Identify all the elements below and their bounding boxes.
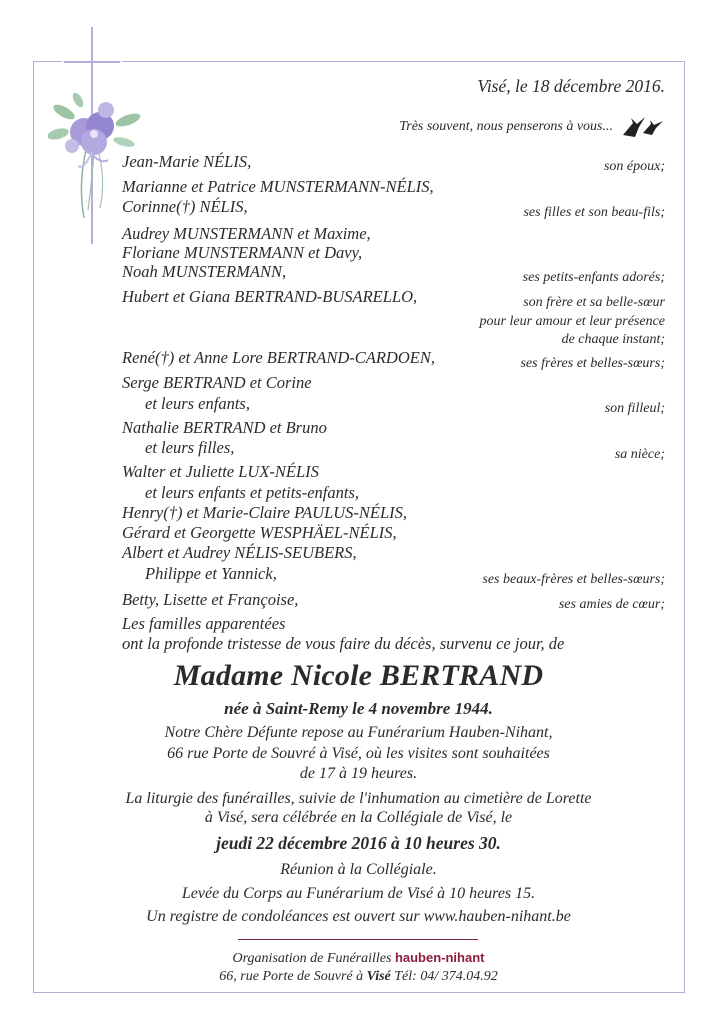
family-albert: Albert et Audrey NÉLIS-SEUBERS,	[122, 543, 357, 562]
family-hubert: Hubert et Giana BERTRAND-BUSARELLO,	[122, 287, 418, 306]
family-jean-marie: Jean-Marie NÉLIS,	[122, 152, 252, 171]
footer-phone: Tél: 04/ 374.04.92	[394, 969, 498, 984]
deceased-name: Madame Nicole BERTRAND	[173, 659, 544, 692]
motto-text: Très souvent, nous penserons à vous...	[399, 119, 613, 134]
relation-daughters: ses filles et son beau-fils;	[523, 205, 665, 220]
liturgy-line-2: à Visé, sera célébrée en la Collégiale de Visé, le	[204, 809, 513, 826]
relation-brother: son frère et sa belle-sœur	[523, 295, 665, 310]
family-walter-children	[122, 483, 359, 504]
family-nathalie-children-text: et leurs filles,	[145, 438, 235, 457]
relation-in-laws: ses beaux-frères et belles-sœurs;	[482, 572, 665, 587]
family-walter-children-text: et leurs enfants et petits-enfants,	[145, 483, 360, 502]
rest-line-1: Notre Chère Défunte repose au Funérarium Hauben-Nihant,	[164, 724, 553, 741]
family-philippe-text: Philippe et Yannick,	[145, 564, 277, 583]
relation-thanks-2: de chaque instant;	[561, 332, 665, 347]
family-nathalie: Nathalie BERTRAND et Bruno	[122, 418, 327, 437]
swallows-icon	[621, 115, 665, 139]
relation-friends: ses amies de cœur;	[558, 597, 665, 612]
relation-thanks: pour leur amour et leur présence	[479, 314, 665, 329]
family-philippe	[122, 564, 277, 585]
family-serge-children	[122, 394, 250, 415]
relation-grandchildren: ses petits-enfants adorés;	[522, 270, 665, 285]
motto-line	[399, 115, 665, 139]
family-noah: Noah MUNSTERMANN,	[122, 262, 287, 281]
family-henry: Henry(†) et Marie-Claire PAULUS-NÉLIS,	[122, 503, 408, 522]
family-floriane: Floriane MUNSTERMANN et Davy,	[122, 243, 363, 262]
footer-address-text: 66, rue Porte de Souvré à	[219, 969, 364, 984]
footer-divider	[238, 939, 478, 940]
footer-org	[0, 948, 717, 968]
rest-line-3: de 17 à 19 heures.	[299, 765, 418, 782]
relation-niece: sa nièce;	[614, 447, 665, 462]
family-corinne: Corinne(†) NÉLIS,	[122, 197, 248, 216]
relation-husband: son époux;	[603, 159, 665, 174]
family-marianne: Marianne et Patrice MUNSTERMANN-NÉLIS,	[122, 177, 434, 196]
family-betty: Betty, Lisette et Françoise,	[122, 590, 299, 609]
birth-line: née à Saint-Remy le 4 novembre 1944.	[224, 699, 493, 718]
footer-town: Visé	[366, 969, 391, 984]
meeting-line: Réunion à la Collégiale.	[280, 861, 437, 878]
relation-godson: son filleul;	[604, 401, 665, 416]
family-nathalie-children	[122, 438, 234, 459]
rest-line-2: 66 rue Porte de Souvré à Visé, où les visites sont souhaitées	[167, 745, 550, 762]
footer-org-prefix: Organisation de Funérailles	[232, 951, 392, 966]
family-serge-children-text: et leurs enfants,	[145, 394, 250, 413]
place-date: Visé, le 18 décembre 2016.	[477, 76, 665, 96]
family-gerard: Gérard et Georgette WESPHÄEL-NÉLIS,	[122, 523, 397, 542]
register-line: Un registre de condoléances est ouvert sur www.hauben-nihant.be	[146, 908, 571, 925]
footer-brand: hauben-nihant	[394, 950, 485, 965]
family-apparentees: Les familles apparentées	[122, 614, 286, 633]
levee-line: Levée du Corps au Funérarium de Visé à 10 heures 15.	[181, 885, 536, 902]
funeral-date: jeudi 22 décembre 2016 à 10 heures 30.	[216, 833, 501, 853]
family-walter: Walter et Juliette LUX-NÉLIS	[122, 462, 319, 481]
liturgy-line-1: La liturgie des funérailles, suivie de l'inhumation au cimetière de Lorette	[125, 790, 592, 807]
relation-brothers: ses frères et belles-sœurs;	[520, 356, 665, 371]
family-audrey: Audrey MUNSTERMANN et Maxime,	[122, 224, 371, 243]
footer-address	[0, 967, 717, 986]
family-rene: René(†) et Anne Lore BERTRAND-CARDOEN,	[122, 348, 435, 367]
family-serge: Serge BERTRAND et Corine	[122, 373, 312, 392]
announcement-line: ont la profonde tristesse de vous faire du décès, survenu ce jour, de	[122, 634, 565, 653]
